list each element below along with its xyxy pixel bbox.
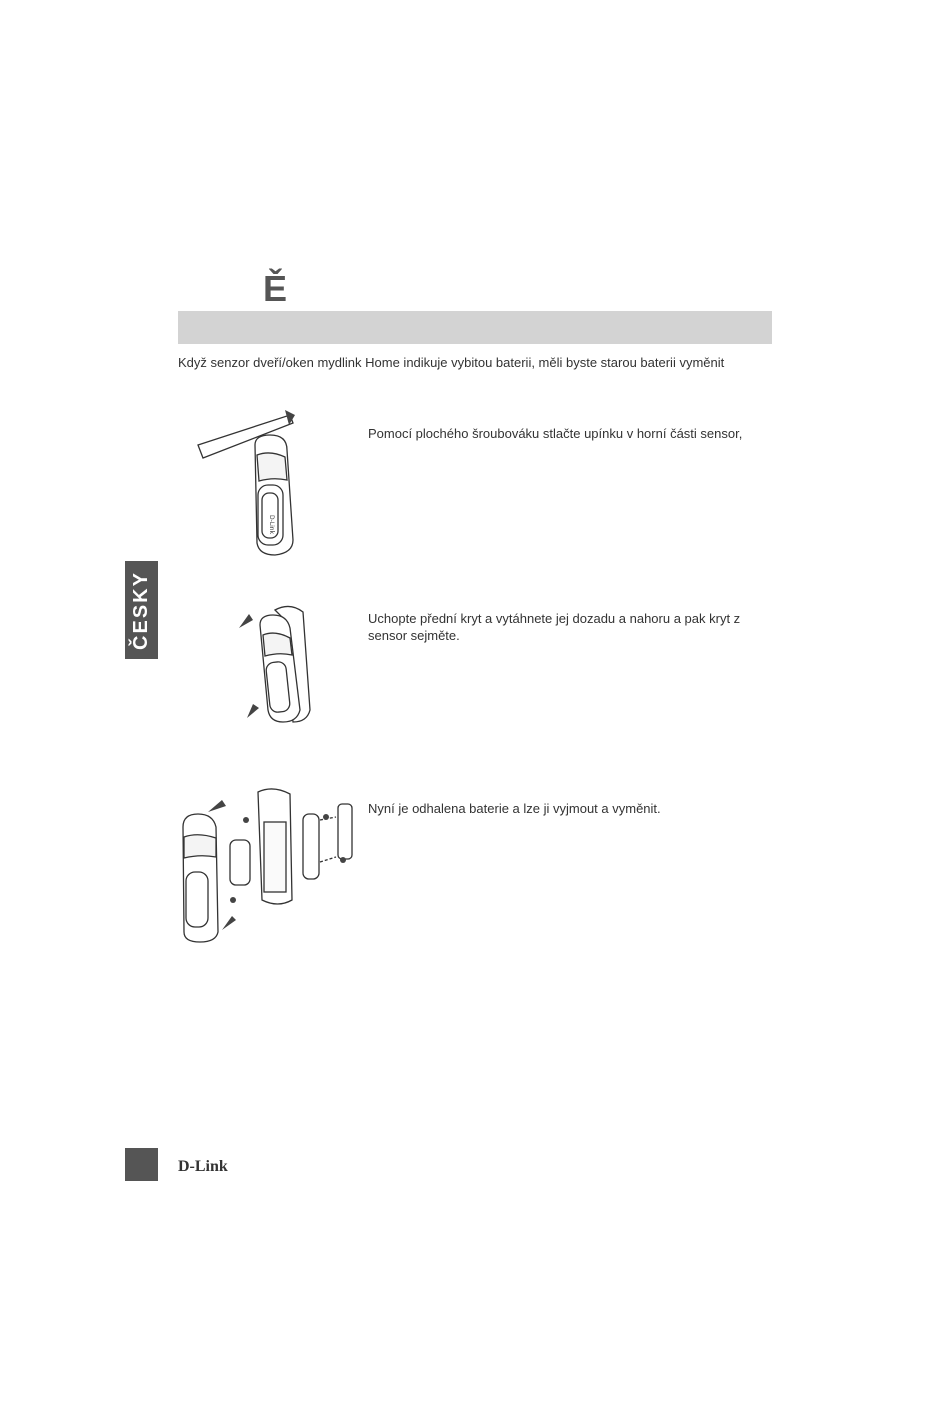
language-tab-label: ČESKY — [130, 570, 152, 650]
step-2-text: Uchopte přední kryt a vytáhnete jej dozadu a nahoru a pak kryt z sensor sejměte. — [368, 611, 741, 643]
step-3-illustration — [178, 782, 363, 947]
page-number-block — [125, 1148, 158, 1181]
step-1-text: Pomocí plochého šroubováku stlačte upínku v horní části sensor, — [368, 426, 743, 441]
dlink-logo — [178, 1155, 248, 1177]
step-1-illustration — [195, 405, 305, 560]
intro-text: Když senzor dveří/oken mydlink Home indikuje vybitou baterii, měli byste starou baterii vyměnit — [178, 355, 725, 370]
language-tab — [125, 561, 158, 659]
step-3-text: Nyní je odhalena baterie a lze ji vyjmout a vyměnit. — [368, 801, 661, 816]
footer-brand: D-Link — [178, 1158, 228, 1175]
step-2-illustration — [235, 600, 315, 730]
section-title-band — [178, 311, 772, 344]
device-logo: D-Link — [268, 515, 275, 535]
section-heading: Ě — [263, 268, 288, 309]
